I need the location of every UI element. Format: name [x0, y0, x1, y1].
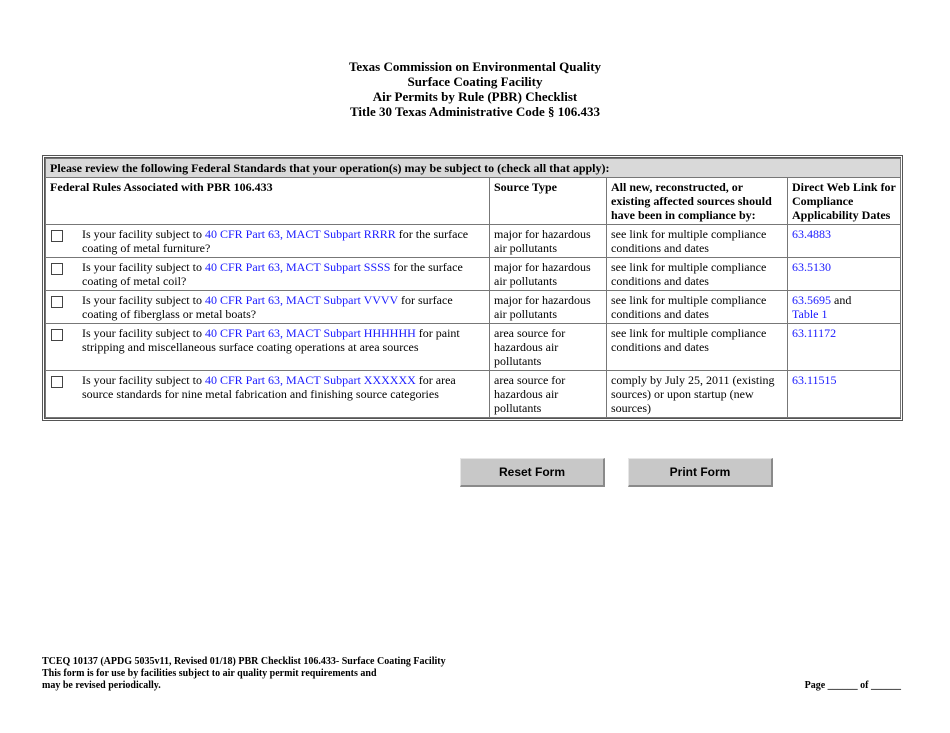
column-header-compliance: All new, reconstructed, or existing affected sources should have been in compliance by: [607, 178, 788, 225]
page-number: Page ______ of ______ [804, 680, 901, 691]
table-row [46, 291, 901, 324]
compliance-cell: see link for multiple compliance conditions and dates [607, 225, 788, 258]
web-link-cell: 63.5695 and Table 1 [788, 291, 901, 324]
reset-form-button[interactable]: Reset Form [460, 458, 605, 487]
compliance-cell: see link for multiple compliance conditions and dates [607, 258, 788, 291]
federal-standards-table [45, 158, 901, 418]
rule-link-ssss[interactable]: 40 CFR Part 63, MACT Subpart SSSS [204, 260, 391, 274]
rule-cell: Is your facility subject to 40 CFR Part 63, MACT Subpart RRRR for the surface coating of metal furniture? [46, 225, 490, 258]
checkbox-ssss[interactable] [51, 263, 63, 275]
source-type-cell: major for hazardous air pollutants [490, 258, 607, 291]
table-row [46, 324, 901, 371]
web-link-cell [788, 225, 901, 258]
form-actions [460, 458, 780, 487]
rule-link-xxxxxx[interactable]: 40 CFR Part 63, MACT Subpart XXXXXX [204, 373, 416, 387]
compliance-cell: see link for multiple compliance conditions and dates [607, 291, 788, 324]
source-type-cell: major for hazardous air pollutants [490, 225, 607, 258]
form-header [0, 59, 950, 119]
facility-type: Surface Coating Facility [407, 74, 543, 89]
compliance-link-63-4883[interactable]: 63.4883 [792, 227, 831, 241]
compliance-link-63-5130[interactable]: 63.5130 [792, 260, 831, 274]
compliance-link-table-1[interactable]: Table 1 [792, 307, 828, 321]
rule-cell: Is your facility subject to 40 CFR Part 63, MACT Subpart VVVV for surface coating of fiberglass or metal boats? [46, 291, 490, 324]
print-form-button[interactable]: Print Form [628, 458, 773, 487]
form-footer [42, 656, 446, 692]
checklist-title: Air Permits by Rule (PBR) Checklist [372, 89, 578, 104]
checkbox-rrrr[interactable] [51, 230, 63, 242]
rule-cell: Is your facility subject to 40 CFR Part 63, MACT Subpart XXXXXX for area source standards for nine metal fabrication and finishing source categories [46, 371, 490, 418]
web-link-cell [788, 258, 901, 291]
footer-note-2: may be revised periodically. [42, 680, 161, 691]
rule-link-hhhhhh[interactable]: 40 CFR Part 63, MACT Subpart HHHHHH [204, 326, 416, 340]
source-type-cell: major for hazardous air pollutants [490, 291, 607, 324]
compliance-link-63-5695[interactable]: 63.5695 [792, 293, 831, 307]
compliance-link-63-11172[interactable]: 63.11172 [792, 326, 837, 340]
code-reference: Title 30 Texas Administrative Code § 106.433 [349, 104, 601, 119]
source-type-cell: area source for hazardous air pollutants [490, 371, 607, 418]
form-id: TCEQ 10137 (APDG 5035v11, Revised 01/18) PBR Checklist 106.433- Surface Coating Facility [42, 656, 446, 667]
column-header-source: Source Type [490, 178, 607, 225]
rule-cell: Is your facility subject to 40 CFR Part 63, MACT Subpart HHHHHH for paint stripping and miscellaneous surface coating operations at area sources [46, 324, 490, 371]
federal-standards-table-frame [42, 155, 903, 421]
source-type-cell: area source for hazardous air pollutants [490, 324, 607, 371]
table-row [46, 225, 901, 258]
column-header-link: Direct Web Link for Compliance Applicability Dates [788, 178, 901, 225]
checkbox-hhhhhh[interactable] [51, 329, 63, 341]
agency-name: Texas Commission on Environmental Quality [348, 59, 602, 74]
compliance-cell: see link for multiple compliance conditions and dates [607, 324, 788, 371]
compliance-cell: comply by July 25, 2011 (existing sources) or upon startup (new sources) [607, 371, 788, 418]
checkbox-vvvv[interactable] [51, 296, 63, 308]
rule-cell: Is your facility subject to 40 CFR Part 63, MACT Subpart SSSS for the surface coating of metal coil? [46, 258, 490, 291]
web-link-cell [788, 324, 901, 371]
table-banner: Please review the following Federal Standards that your operation(s) may be subject to (check all that apply): [46, 159, 901, 178]
rule-link-rrrr[interactable]: 40 CFR Part 63, MACT Subpart RRRR [204, 227, 396, 241]
table-row [46, 258, 901, 291]
compliance-link-63-11515[interactable]: 63.11515 [792, 373, 837, 387]
footer-note-1: This form is for use by facilities subject to air quality permit requirements and [42, 668, 377, 679]
table-row [46, 371, 901, 418]
rule-link-vvvv[interactable]: 40 CFR Part 63, MACT Subpart VVVV [204, 293, 399, 307]
column-header-rule: Federal Rules Associated with PBR 106.433 [46, 178, 490, 225]
checkbox-xxxxxx[interactable] [51, 376, 63, 388]
web-link-cell [788, 371, 901, 418]
